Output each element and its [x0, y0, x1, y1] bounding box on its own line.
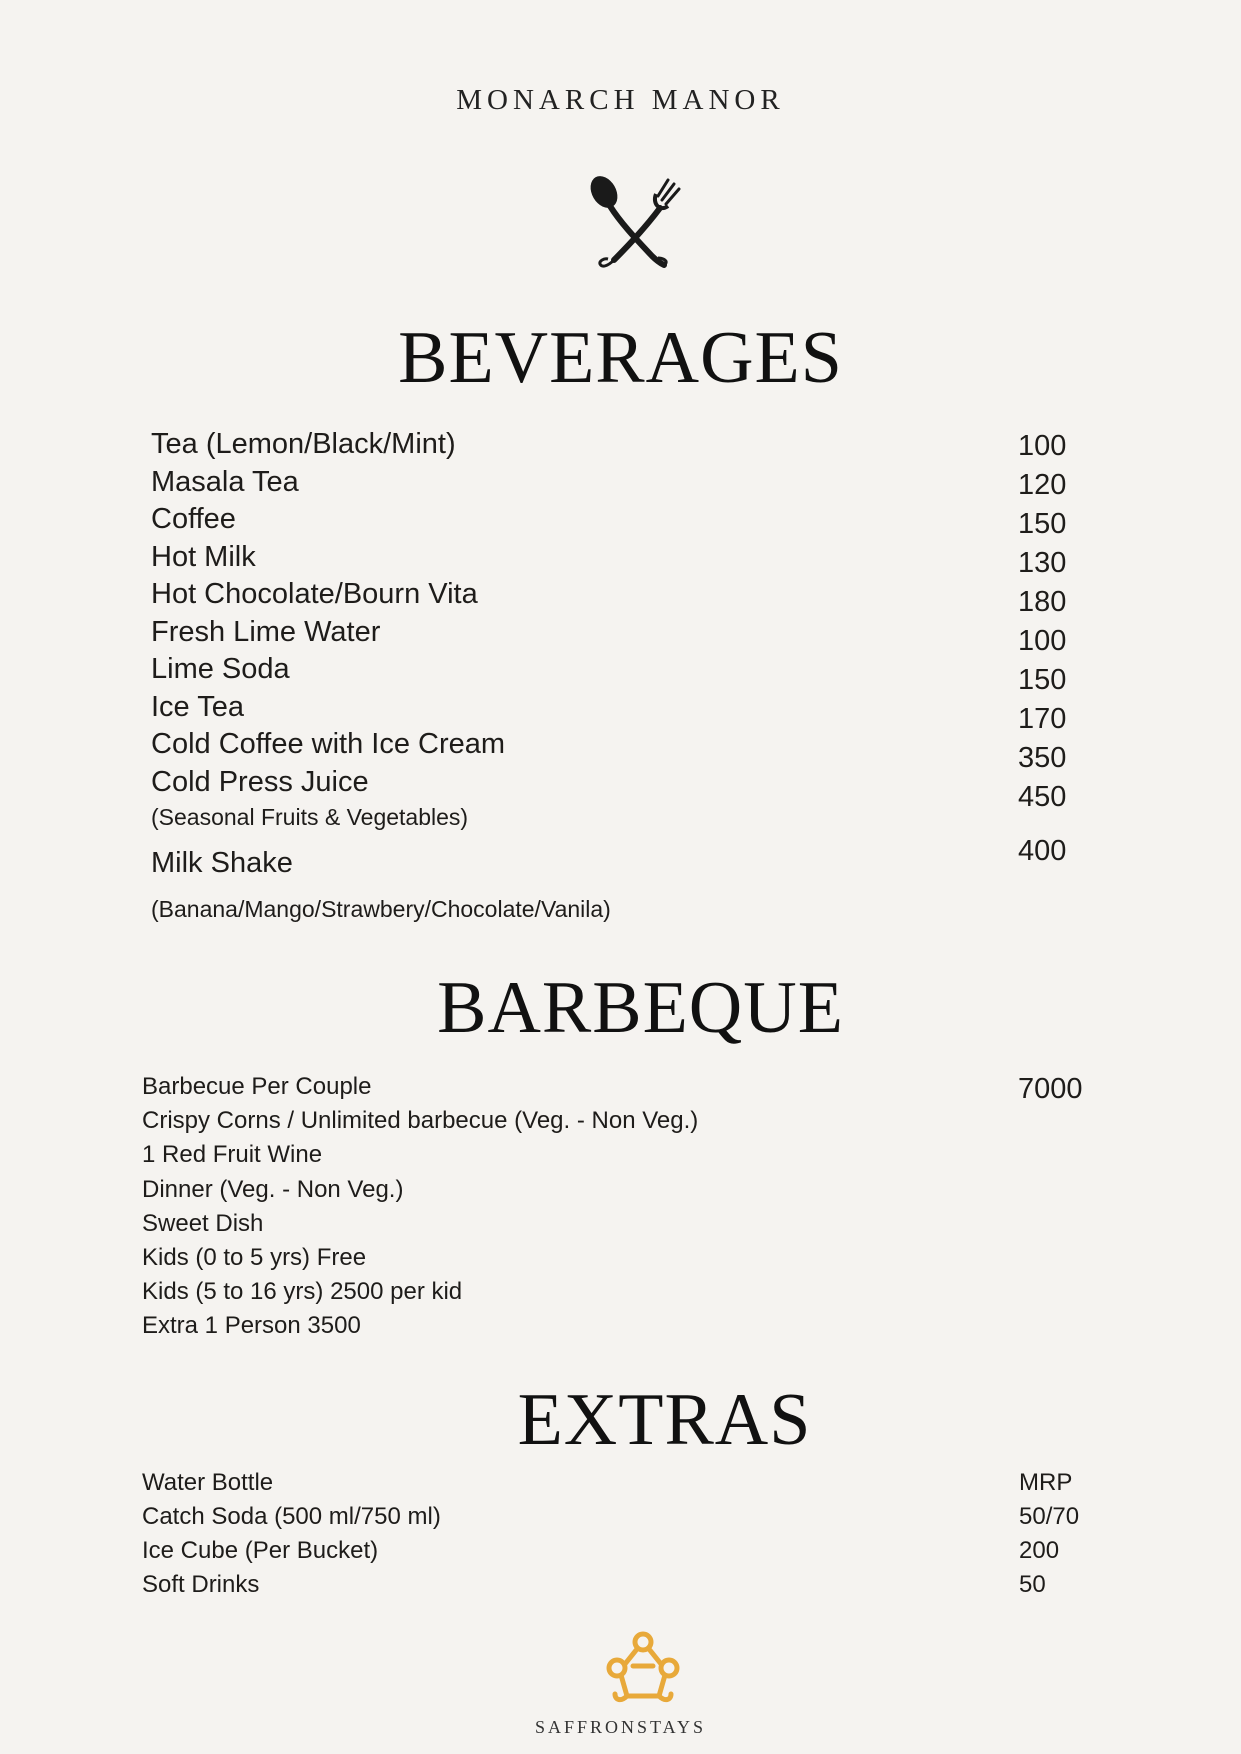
menu-item-name: Soft Drinks [142, 1571, 260, 1598]
menu-item-name: Water Bottle [142, 1469, 274, 1496]
menu-item-price: 150 [1018, 508, 1067, 540]
menu-item-name: Ice Tea [151, 691, 244, 723]
menu-item-name: Coffee [151, 503, 236, 535]
menu-item-name: Hot Chocolate/Bourn Vita [151, 578, 478, 610]
barbeque-line: Barbecue Per Couple [142, 1073, 372, 1100]
menu-item-name: Catch Soda (500 ml/750 ml) [142, 1503, 441, 1530]
saffronstays-logo-icon [601, 1630, 685, 1710]
menu-item-name: Milk Shake [151, 847, 293, 879]
menu-item-price: 180 [1018, 586, 1067, 618]
menu-item-price: 50/70 [1019, 1503, 1080, 1530]
barbeque-line: Sweet Dish [142, 1210, 264, 1237]
barbeque-line: Crispy Corns / Unlimited barbecue (Veg. - Non Veg.) [142, 1107, 699, 1134]
brand-name: MONARCH MANOR [456, 84, 785, 116]
menu-item-price: 100 [1018, 430, 1067, 462]
barbeque-line: Extra 1 Person 3500 [142, 1312, 361, 1339]
menu-item-price: 200 [1019, 1537, 1060, 1564]
menu-item-name: Masala Tea [151, 466, 299, 498]
section-title-beverages: BEVERAGES [398, 317, 843, 399]
menu-item-note: (Seasonal Fruits & Vegetables) [151, 804, 469, 830]
menu-item-price: 130 [1018, 547, 1067, 579]
menu-item-price: 100 [1018, 625, 1067, 657]
menu-item-name: Ice Cube (Per Bucket) [142, 1537, 379, 1564]
barbeque-line: Dinner (Veg. - Non Veg.) [142, 1176, 404, 1203]
menu-item-name: Lime Soda [151, 653, 290, 685]
barbeque-line: 1 Red Fruit Wine [142, 1141, 323, 1168]
menu-item-name: Tea (Lemon/Black/Mint) [151, 428, 456, 460]
menu-item-price: 150 [1018, 664, 1067, 696]
menu-item-price: 120 [1018, 469, 1067, 501]
menu-item-name: Fresh Lime Water [151, 616, 381, 648]
menu-item-price: 50 [1019, 1571, 1046, 1598]
section-title-extras: EXTRAS [517, 1379, 812, 1461]
cutlery-icon [580, 170, 690, 280]
barbeque-line: Kids (5 to 16 yrs) 2500 per kid [142, 1278, 463, 1305]
menu-item-price: 450 [1018, 781, 1067, 813]
menu-item-note: (Banana/Mango/Strawbery/Chocolate/Vanila) [151, 896, 611, 922]
menu-item-price: 350 [1018, 742, 1067, 774]
menu-item-name: Hot Milk [151, 541, 256, 573]
barbeque-price: 7000 [1018, 1073, 1083, 1105]
barbeque-line: Kids (0 to 5 yrs) Free [142, 1244, 367, 1271]
menu-item-price: MRP [1019, 1469, 1073, 1496]
menu-item-price: 170 [1018, 703, 1067, 735]
menu-item-price: 400 [1018, 835, 1067, 867]
menu-item-name: Cold Coffee with Ice Cream [151, 728, 506, 760]
footer-brand-name: SAFFRONSTAYS [535, 1717, 706, 1737]
section-title-barbeque: BARBEQUE [437, 967, 844, 1049]
menu-item-name: Cold Press Juice [151, 766, 369, 798]
